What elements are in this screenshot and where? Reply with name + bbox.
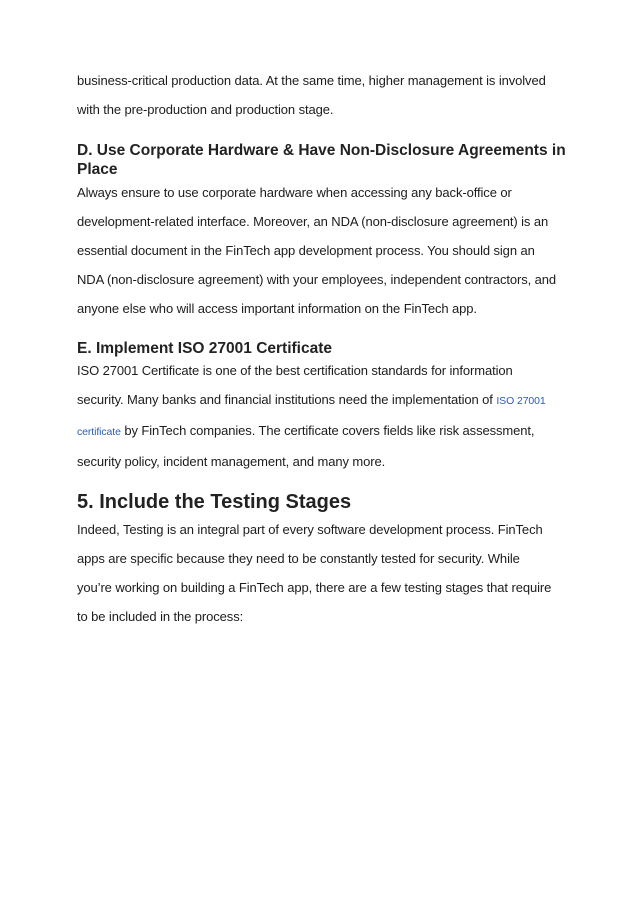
section-e-paragraph — [77, 356, 577, 476]
text-line: business-critical production data. At the same time, higher management is involved — [77, 73, 546, 88]
heading-line: Place — [77, 161, 118, 178]
text-line: essential document in the FinTech app development process. You should sign an — [77, 243, 535, 258]
heading-line: D. Use Corporate Hardware & Have Non-Disclosure Agreements in — [77, 142, 566, 159]
text-fragment: security. Many banks and financial institutions need the implementation of — [77, 392, 497, 407]
text-line: anyone else who will access important information on the FinTech app. — [77, 301, 477, 316]
text-fragment: by FinTech companies. The certificate covers fields like risk assessment, — [120, 423, 535, 438]
document-page — [77, 66, 577, 631]
text-line: with the pre-production and production stage. — [77, 102, 334, 117]
text-line: Indeed, Testing is an integral part of every software development process. FinTech — [77, 522, 543, 537]
intro-paragraph — [77, 66, 577, 124]
iso-certificate-link[interactable]: certificate — [77, 426, 121, 438]
section-5-heading: 5. Include the Testing Stages — [77, 491, 352, 513]
section-d-paragraph — [77, 178, 577, 323]
text-line: security policy, incident management, and many more. — [77, 454, 386, 469]
text-line: to be included in the process: — [77, 609, 244, 624]
heading-line: E. Implement ISO 27001 Certificate — [77, 340, 332, 357]
text-line — [77, 385, 577, 416]
section-d-heading — [77, 141, 577, 179]
text-line: development-related interface. Moreover, an NDA (non-disclosure agreement) is an — [77, 214, 549, 229]
text-line: Always ensure to use corporate hardware when accessing any back-office or — [77, 185, 512, 200]
iso-27001-link[interactable]: ISO 27001 — [496, 395, 546, 407]
text-line — [77, 416, 577, 447]
text-line: you’re working on building a FinTech app, there are a few testing stages that require — [77, 580, 552, 595]
text-line: NDA (non-disclosure agreement) with your employees, independent contractors, and — [77, 272, 557, 287]
text-line: apps are specific because they need to be constantly tested for security. While — [77, 551, 520, 566]
text-line: ISO 27001 Certificate is one of the best certification standards for information — [77, 363, 513, 378]
section-5-paragraph — [77, 515, 577, 631]
